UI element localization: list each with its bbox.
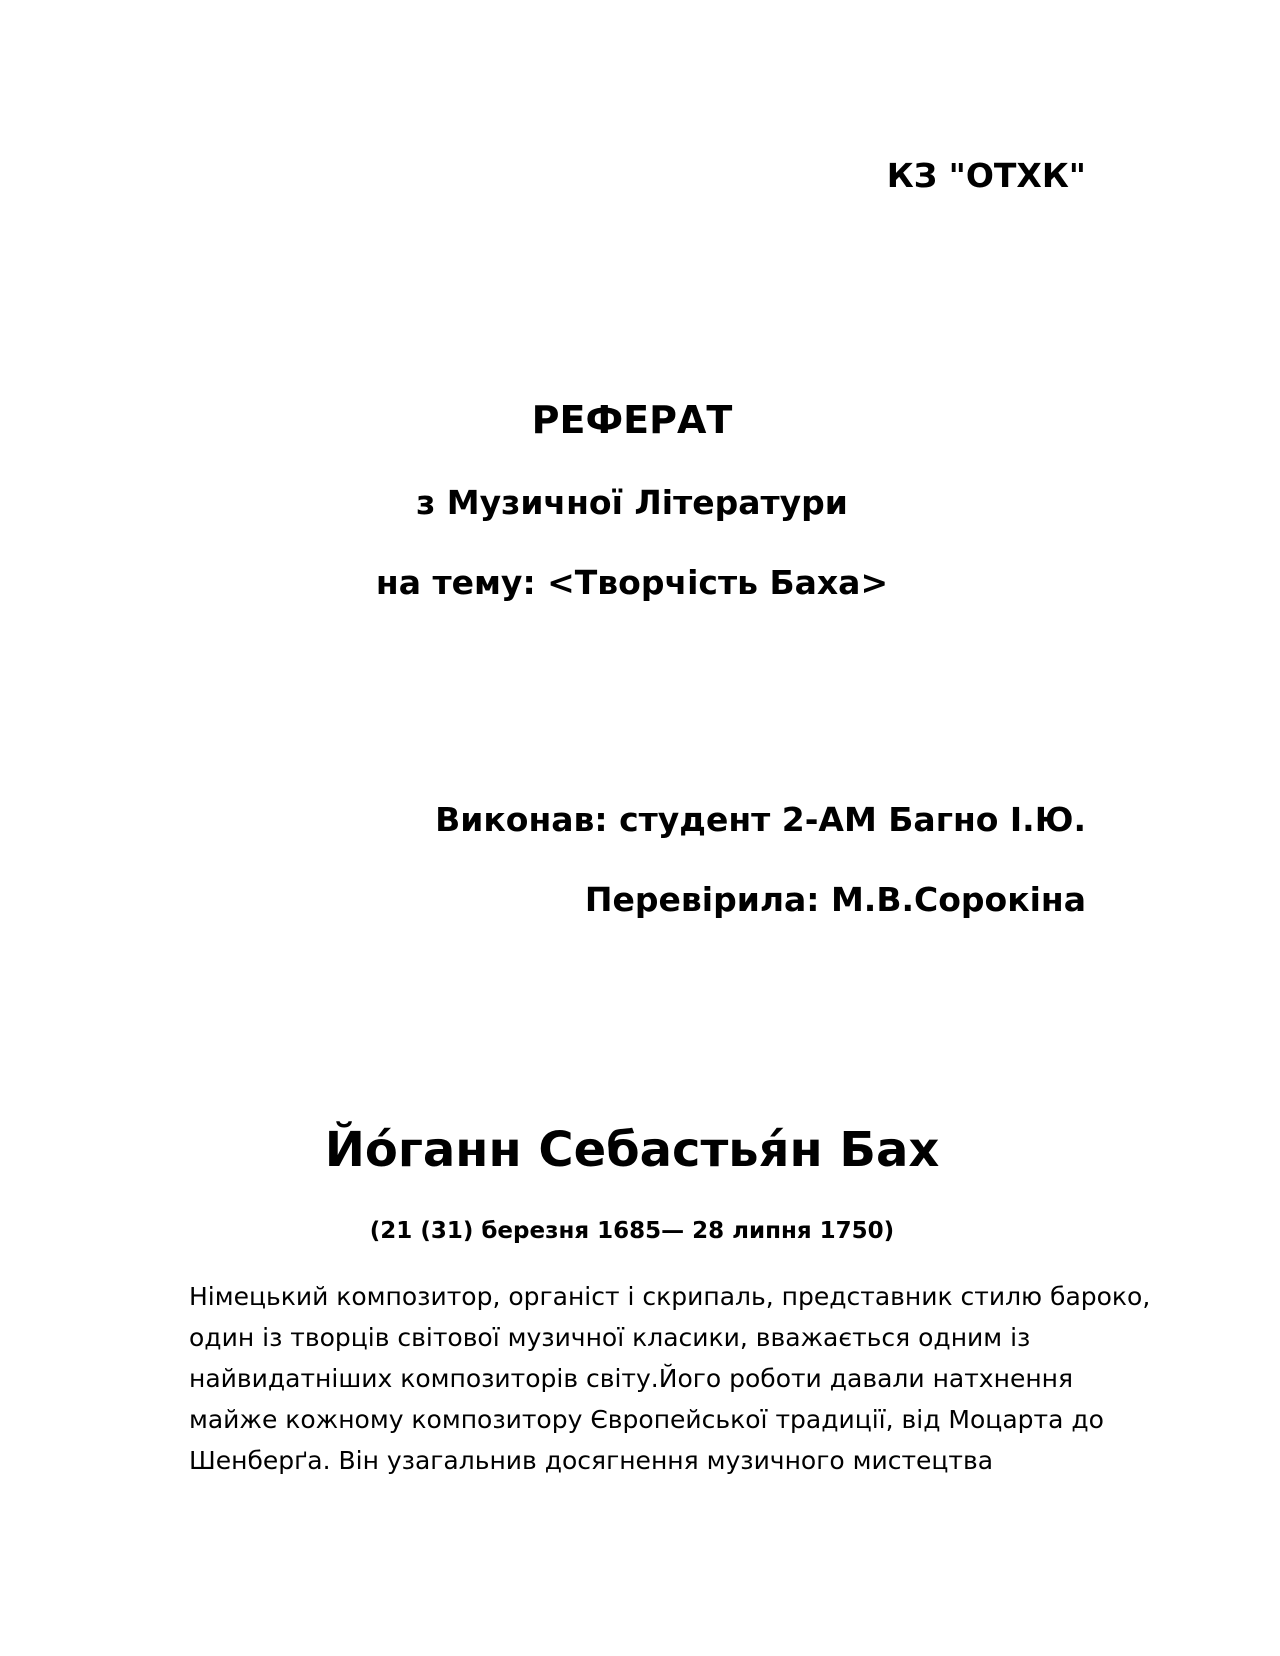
paragraph-line: Німецький композитор, органіст і скрипаль, представник стилю бароко, bbox=[189, 1282, 1151, 1311]
composer-dates: (21 (31) березня 1685— 28 липня 1750) bbox=[369, 1218, 895, 1244]
institution-name: КЗ "ОТХК" bbox=[886, 156, 1086, 195]
subject-line: з Музичної Літератури bbox=[416, 483, 848, 522]
paragraph-line: один із творців світової музичної класики, вважається одним із bbox=[189, 1323, 1031, 1352]
document-type-title: РЕФЕРАТ bbox=[531, 398, 733, 442]
topic-line: на тему: <Творчість Баха> bbox=[375, 563, 889, 602]
paragraph-line: Шенберґа. Він узагальнив досягнення музичного мистецтва bbox=[189, 1446, 994, 1475]
performed-by: Виконав: студент 2-АМ Багно І.Ю. bbox=[435, 800, 1086, 839]
paragraph-line: найвидатніших композиторів світу.Його роботи давали натхнення bbox=[189, 1364, 1074, 1393]
paragraph-line: майже кожному композитору Європейської традиції, від Моцарта до bbox=[189, 1405, 1104, 1434]
biography-paragraph bbox=[189, 1276, 1151, 1481]
composer-name-heading: Йо́ганн Себастья́н Бах bbox=[324, 1122, 940, 1178]
checked-by: Перевірила: М.В.Сорокіна bbox=[584, 880, 1086, 919]
